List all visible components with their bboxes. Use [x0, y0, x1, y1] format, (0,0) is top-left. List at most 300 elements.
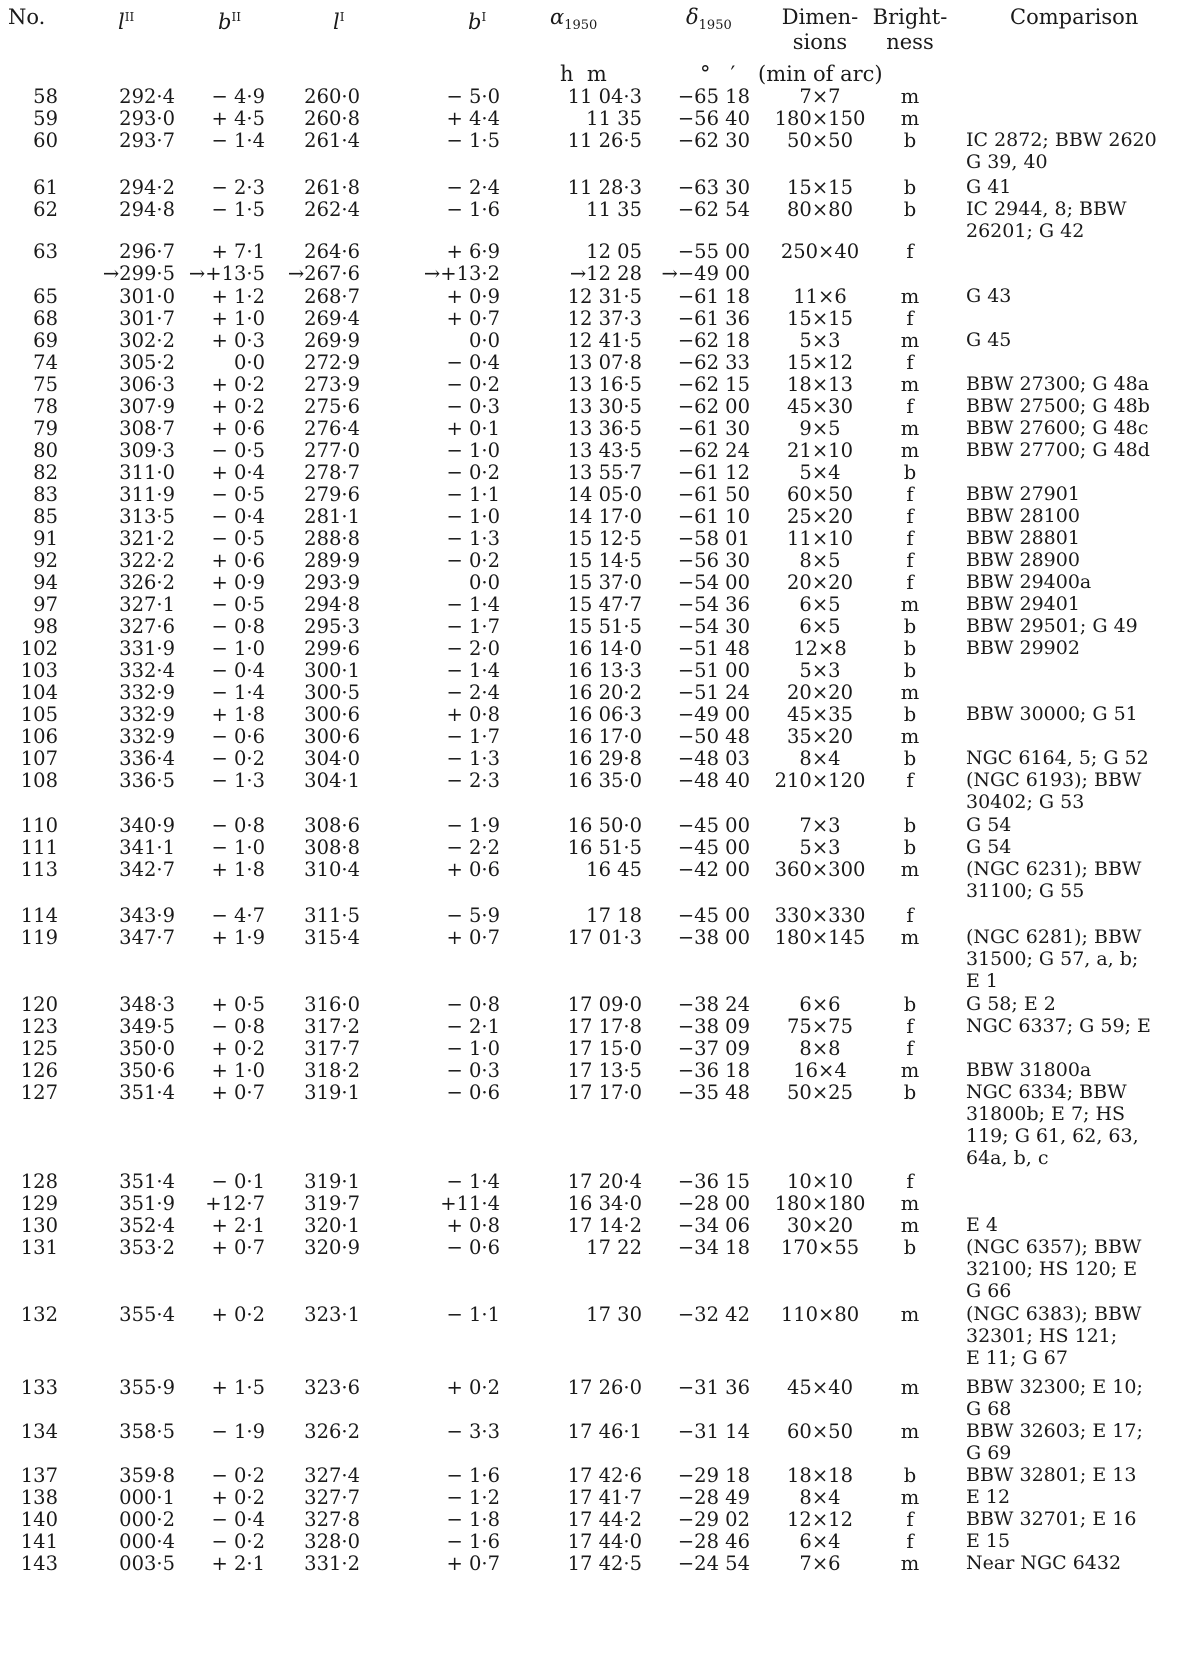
cell-dimensions: 8×8: [799, 1037, 841, 1060]
cell-brightness: b: [903, 659, 917, 682]
table-row: [0, 836, 1200, 860]
cell-b1: + 0·9: [446, 285, 500, 308]
cell-b2: 0·0: [233, 351, 265, 374]
cell-no: 120: [20, 993, 58, 1016]
cell-b2: + 0·7: [211, 1081, 265, 1104]
cell-dec: −61 50: [677, 483, 750, 506]
cell-dec: −50 48: [677, 725, 750, 748]
cell-l2: 332·9: [119, 681, 175, 704]
cell-l2: 321·2: [119, 527, 175, 550]
cell-brightness: b: [903, 637, 917, 660]
cell-l2: 292·4: [119, 85, 175, 108]
cell-ra: 15 12·5: [567, 527, 642, 550]
cell-l1: 320·1: [304, 1214, 360, 1237]
cell-no: 110: [20, 814, 58, 837]
cell-no: 102: [20, 637, 58, 660]
table-row: [0, 262, 1200, 286]
units-delta: ° ′: [700, 62, 736, 86]
cell-l1: 308·6: [304, 814, 360, 837]
cell-no: 129: [20, 1192, 58, 1215]
cell-l1: 320·9: [304, 1236, 360, 1259]
cell-b1: − 1·3: [446, 747, 500, 770]
cell-ra: 17 14·2: [567, 1214, 642, 1237]
col-header-b2: $b^{II}$: [218, 10, 241, 34]
cell-brightness: m: [900, 1420, 920, 1443]
cell-ra: 16 45: [586, 858, 642, 881]
cell-dimensions: 15×15: [787, 176, 853, 199]
cell-b1: →+13·2: [423, 262, 500, 285]
cell-no: 82: [33, 461, 58, 484]
cell-b1: +11·4: [440, 1192, 500, 1215]
cell-dec: −38 00: [677, 926, 750, 949]
cell-l1: 300·6: [304, 725, 360, 748]
cell-dimensions: 7×6: [799, 1552, 841, 1575]
cell-l2: 326·2: [119, 571, 175, 594]
cell-b2: − 1·5: [211, 198, 265, 221]
cell-b1: − 0·6: [446, 1236, 500, 1259]
cell-dec: −28 00: [677, 1192, 750, 1215]
cell-l2: 341·1: [119, 836, 175, 859]
cell-dec: −32 42: [677, 1303, 750, 1326]
cell-dec: −48 40: [677, 769, 750, 792]
cell-b2: − 0·5: [211, 483, 265, 506]
cell-l1: 273·9: [304, 373, 360, 396]
cell-comparison: BBW 29400a: [966, 571, 1092, 593]
cell-b1: − 1·0: [446, 439, 500, 462]
cell-b2: + 0·2: [211, 1037, 265, 1060]
table-row: [0, 637, 1200, 661]
cell-dimensions: 7×3: [799, 814, 841, 837]
cell-brightness: b: [903, 1081, 917, 1104]
cell-brightness: m: [900, 285, 920, 308]
cell-dec: −42 00: [677, 858, 750, 881]
cell-b1: − 0·2: [446, 461, 500, 484]
cell-dimensions: 45×35: [787, 703, 853, 726]
cell-b1: − 1·7: [446, 725, 500, 748]
table-row: [0, 285, 1200, 309]
cell-dec: −36 18: [677, 1059, 750, 1082]
cell-dec: −54 36: [677, 593, 750, 616]
cell-b1: 0·0: [468, 571, 500, 594]
table-row: [0, 993, 1200, 1017]
cell-dec: −65 18: [677, 85, 750, 108]
cell-l1: 319·1: [304, 1170, 360, 1193]
col-header-b1: $b^I$: [468, 10, 487, 34]
cell-ra: 17 44·2: [567, 1508, 642, 1531]
cell-b2: − 1·4: [211, 681, 265, 704]
cell-l2: 293·7: [119, 129, 175, 152]
cell-no: 98: [33, 615, 58, 638]
cell-brightness: m: [900, 926, 920, 949]
cell-brightness: m: [900, 681, 920, 704]
cell-l1: 300·5: [304, 681, 360, 704]
cell-ra: 13 43·5: [567, 439, 642, 462]
cell-dimensions: 5×3: [799, 659, 841, 682]
cell-dec: −62 24: [677, 439, 750, 462]
cell-l1: 319·1: [304, 1081, 360, 1104]
cell-l1: 277·0: [304, 439, 360, 462]
cell-ra: 16 13·3: [567, 659, 642, 682]
cell-b2: + 0·6: [211, 417, 265, 440]
cell-b2: − 1·4: [211, 129, 265, 152]
cell-b1: − 1·2: [446, 1486, 500, 1509]
cell-dimensions: 15×12: [787, 351, 853, 374]
cell-dimensions: 8×4: [799, 747, 841, 770]
cell-ra: 17 17·0: [567, 1081, 642, 1104]
cell-b2: − 1·9: [211, 1420, 265, 1443]
cell-dimensions: 12×12: [787, 1508, 853, 1531]
table-row: [0, 439, 1200, 463]
table-row: [0, 240, 1200, 264]
cell-comparison: BBW 27600; G 48c: [966, 417, 1149, 439]
table-row: [0, 527, 1200, 551]
cell-brightness: f: [906, 1530, 914, 1553]
cell-b2: − 1·0: [211, 836, 265, 859]
cell-no: 111: [20, 836, 58, 859]
cell-brightness: b: [903, 129, 917, 152]
cell-b2: − 0·6: [211, 725, 265, 748]
cell-dimensions: 5×4: [799, 461, 841, 484]
cell-dec: −61 12: [677, 461, 750, 484]
cell-b1: − 1·5: [446, 129, 500, 152]
table-row: [0, 483, 1200, 507]
cell-ra: 16 20·2: [567, 681, 642, 704]
table-row: [0, 1464, 1200, 1488]
cell-dec: −56 30: [677, 549, 750, 572]
cell-comparison: E 4: [966, 1214, 998, 1236]
cell-l1: 260·8: [304, 107, 360, 130]
cell-dimensions: 35×20: [787, 725, 853, 748]
cell-b2: − 0·5: [211, 593, 265, 616]
cell-l1: 294·8: [304, 593, 360, 616]
cell-dimensions: 110×80: [780, 1303, 860, 1326]
cell-comparison: BBW 32603; E 17; G 69: [966, 1420, 1143, 1464]
cell-brightness: f: [906, 395, 914, 418]
cell-dimensions: 10×10: [787, 1170, 853, 1193]
cell-dec: −38 24: [677, 993, 750, 1016]
cell-dec: −31 14: [677, 1420, 750, 1443]
cell-no: 123: [20, 1015, 58, 1038]
cell-ra: 15 14·5: [567, 549, 642, 572]
cell-comparison: G 45: [966, 329, 1012, 351]
cell-dimensions: 6×5: [799, 615, 841, 638]
cell-dec: −61 30: [677, 417, 750, 440]
cell-l1: 279·6: [304, 483, 360, 506]
cell-brightness: m: [900, 1303, 920, 1326]
col-header-no: No.: [8, 5, 46, 29]
cell-l1: 318·2: [304, 1059, 360, 1082]
cell-no: 107: [20, 747, 58, 770]
cell-brightness: m: [900, 85, 920, 108]
cell-no: 104: [20, 681, 58, 704]
cell-dec: −29 02: [677, 1508, 750, 1531]
cell-brightness: b: [903, 747, 917, 770]
cell-l2: 342·7: [119, 858, 175, 881]
cell-brightness: b: [903, 1464, 917, 1487]
cell-ra: 17 42·6: [567, 1464, 642, 1487]
cell-l1: 268·7: [304, 285, 360, 308]
cell-dimensions: 12×8: [793, 637, 847, 660]
cell-b1: − 2·4: [446, 681, 500, 704]
cell-b2: − 0·2: [211, 747, 265, 770]
cell-dec: −48 03: [677, 747, 750, 770]
cell-l2: 003·5: [119, 1552, 175, 1575]
cell-ra: 14 05·0: [567, 483, 642, 506]
cell-l2: 308·7: [119, 417, 175, 440]
cell-brightness: f: [906, 527, 914, 550]
cell-b2: +12·7: [205, 1192, 265, 1215]
col-header-alpha: $\alpha_{1950}$: [550, 5, 598, 34]
cell-l1: 293·9: [304, 571, 360, 594]
table-row: [0, 107, 1200, 131]
cell-b2: + 1·5: [211, 1376, 265, 1399]
cell-b1: + 0·2: [446, 1376, 500, 1399]
cell-dec: →−49 00: [661, 262, 750, 285]
cell-b2: − 0·2: [211, 1464, 265, 1487]
cell-b1: − 5·9: [446, 904, 500, 927]
cell-dec: −61 36: [677, 307, 750, 330]
cell-ra: 17 44·0: [567, 1530, 642, 1553]
cell-dec: −61 18: [677, 285, 750, 308]
cell-l2: →299·5: [102, 262, 175, 285]
cell-brightness: b: [903, 814, 917, 837]
cell-dec: −51 48: [677, 637, 750, 660]
cell-brightness: f: [906, 769, 914, 792]
cell-l2: 332·9: [119, 725, 175, 748]
cell-comparison: BBW 30000; G 51: [966, 703, 1138, 725]
table-row: [0, 329, 1200, 353]
table-row: [0, 1420, 1200, 1464]
cell-l1: 300·1: [304, 659, 360, 682]
cell-b1: − 1·6: [446, 1530, 500, 1553]
cell-comparison: BBW 27700; G 48d: [966, 439, 1150, 461]
col-header-l1: $l^I$: [333, 10, 345, 34]
cell-b1: − 5·0: [446, 85, 500, 108]
cell-dimensions: 50×50: [787, 129, 853, 152]
cell-b1: + 0·7: [446, 926, 500, 949]
cell-ra: 13 36·5: [567, 417, 642, 440]
cell-no: 91: [33, 527, 58, 550]
col-header-l2: $l^{II}$: [118, 10, 135, 34]
cell-dimensions: 5×3: [799, 329, 841, 352]
table-row: [0, 549, 1200, 573]
cell-dec: −62 00: [677, 395, 750, 418]
cell-comparison: (NGC 6383); BBW 32301; HS 121; E 11; G 67: [966, 1303, 1142, 1369]
cell-dimensions: 45×40: [787, 1376, 853, 1399]
cell-b2: + 2·1: [211, 1214, 265, 1237]
cell-l1: 289·9: [304, 549, 360, 572]
cell-b2: − 0·8: [211, 1015, 265, 1038]
cell-dimensions: 60×50: [787, 1420, 853, 1443]
cell-l1: 317·2: [304, 1015, 360, 1038]
cell-ra: 17 46·1: [567, 1420, 642, 1443]
cell-b2: + 0·2: [211, 1486, 265, 1509]
table-row: [0, 769, 1200, 813]
cell-no: 75: [33, 373, 58, 396]
cell-comparison: BBW 29401: [966, 593, 1080, 615]
cell-comparison: BBW 29501; G 49: [966, 615, 1138, 637]
cell-brightness: b: [903, 703, 917, 726]
cell-dec: −34 06: [677, 1214, 750, 1237]
cell-dec: −31 36: [677, 1376, 750, 1399]
cell-l1: 261·4: [304, 129, 360, 152]
table-row: [0, 1376, 1200, 1420]
cell-b1: − 2·2: [446, 836, 500, 859]
cell-no: 128: [20, 1170, 58, 1193]
cell-b1: + 0·7: [446, 1552, 500, 1575]
cell-b2: − 1·0: [211, 637, 265, 660]
table-row: [0, 1170, 1200, 1194]
table-row: [0, 1486, 1200, 1510]
cell-brightness: m: [900, 417, 920, 440]
cell-b1: − 0·2: [446, 373, 500, 396]
cell-l2: 355·4: [119, 1303, 175, 1326]
cell-no: 78: [33, 395, 58, 418]
cell-brightness: b: [903, 836, 917, 859]
cell-l1: 261·8: [304, 176, 360, 199]
cell-l1: 323·6: [304, 1376, 360, 1399]
cell-l1: 315·4: [304, 926, 360, 949]
table-row: [0, 176, 1200, 200]
cell-l2: 302·2: [119, 329, 175, 352]
cell-dec: −29 18: [677, 1464, 750, 1487]
cell-b1: − 0·8: [446, 993, 500, 1016]
cell-b2: + 4·5: [211, 107, 265, 130]
cell-dec: −28 49: [677, 1486, 750, 1509]
cell-no: 74: [33, 351, 58, 374]
cell-dimensions: 9×5: [799, 417, 841, 440]
cell-b1: − 1·3: [446, 527, 500, 550]
cell-b1: − 2·4: [446, 176, 500, 199]
cell-b1: − 1·4: [446, 1170, 500, 1193]
cell-no: 80: [33, 439, 58, 462]
cell-b2: + 1·8: [211, 858, 265, 881]
cell-no: 59: [33, 107, 58, 130]
cell-b1: + 0·7: [446, 307, 500, 330]
cell-dimensions: 80×80: [787, 198, 853, 221]
cell-dec: −61 10: [677, 505, 750, 528]
cell-b2: + 0·5: [211, 993, 265, 1016]
cell-dimensions: 210×120: [774, 769, 866, 792]
cell-b2: − 0·8: [211, 814, 265, 837]
cell-brightness: f: [906, 483, 914, 506]
cell-dimensions: 15×15: [787, 307, 853, 330]
cell-ra: 17 22: [586, 1236, 642, 1259]
cell-ra: 16 35·0: [567, 769, 642, 792]
cell-comparison: E 15: [966, 1530, 1011, 1552]
cell-l2: 351·4: [119, 1081, 175, 1104]
cell-dec: −45 00: [677, 814, 750, 837]
cell-b2: →+13·5: [188, 262, 265, 285]
cell-brightness: f: [906, 1037, 914, 1060]
cell-b1: + 4·4: [446, 107, 500, 130]
cell-ra: →12 28: [569, 262, 642, 285]
cell-b2: + 0·7: [211, 1236, 265, 1259]
col-header-dimensions: Dimen- sions: [781, 5, 859, 54]
cell-dimensions: 11×6: [793, 285, 847, 308]
cell-l2: 351·9: [119, 1192, 175, 1215]
cell-ra: 17 17·8: [567, 1015, 642, 1038]
cell-b1: 0·0: [468, 329, 500, 352]
cell-b1: − 1·1: [446, 1303, 500, 1326]
cell-l2: 301·0: [119, 285, 175, 308]
cell-ra: 12 41·5: [567, 329, 642, 352]
table-row: [0, 1214, 1200, 1238]
cell-ra: 12 31·5: [567, 285, 642, 308]
cell-l2: 340·9: [119, 814, 175, 837]
cell-l2: 311·9: [119, 483, 175, 506]
cell-l2: 327·1: [119, 593, 175, 616]
cell-dimensions: 6×4: [799, 1530, 841, 1553]
cell-comparison: (NGC 6231); BBW 31100; G 55: [966, 858, 1142, 902]
cell-b2: + 0·2: [211, 395, 265, 418]
cell-comparison: (NGC 6193); BBW 30402; G 53: [966, 769, 1142, 813]
cell-l1: 328·0: [304, 1530, 360, 1553]
cell-ra: 17 30: [586, 1303, 642, 1326]
cell-l2: 311·0: [119, 461, 175, 484]
cell-b1: − 0·2: [446, 549, 500, 572]
cell-l1: 276·4: [304, 417, 360, 440]
cell-l2: 349·5: [119, 1015, 175, 1038]
cell-no: 58: [33, 85, 58, 108]
cell-ra: 15 37·0: [567, 571, 642, 594]
cell-no: 114: [20, 904, 58, 927]
cell-dimensions: 5×3: [799, 836, 841, 859]
units-alpha: h m: [560, 62, 607, 86]
cell-brightness: f: [906, 1015, 914, 1038]
cell-ra: 17 13·5: [567, 1059, 642, 1082]
cell-b2: − 4·9: [211, 85, 265, 108]
cell-no: 133: [20, 1376, 58, 1399]
cell-comparison: IC 2944, 8; BBW 26201; G 42: [966, 198, 1127, 242]
table-row: [0, 1552, 1200, 1576]
cell-b1: − 2·0: [446, 637, 500, 660]
cell-b1: − 2·1: [446, 1015, 500, 1038]
cell-comparison: Near NGC 6432: [966, 1552, 1122, 1574]
table-row: [0, 351, 1200, 375]
cell-dec: −45 00: [677, 904, 750, 927]
cell-brightness: f: [906, 571, 914, 594]
cell-brightness: m: [900, 1214, 920, 1237]
cell-b1: − 0·4: [446, 351, 500, 374]
table-row: [0, 1530, 1200, 1554]
cell-brightness: m: [900, 107, 920, 130]
cell-ra: 16 06·3: [567, 703, 642, 726]
cell-comparison: BBW 32300; E 10; G 68: [966, 1376, 1143, 1420]
cell-b1: − 1·8: [446, 1508, 500, 1531]
cell-l1: 327·7: [304, 1486, 360, 1509]
cell-ra: 11 04·3: [567, 85, 642, 108]
cell-no: 138: [20, 1486, 58, 1509]
cell-l1: 260·0: [304, 85, 360, 108]
cell-dimensions: 20×20: [787, 571, 853, 594]
cell-no: 94: [33, 571, 58, 594]
cell-no: 97: [33, 593, 58, 616]
cell-comparison: BBW 27500; G 48b: [966, 395, 1150, 417]
cell-dec: −36 15: [677, 1170, 750, 1193]
cell-dimensions: 7×7: [799, 85, 841, 108]
cell-comparison: BBW 27901: [966, 483, 1080, 505]
cell-ra: 17 20·4: [567, 1170, 642, 1193]
cell-brightness: f: [906, 549, 914, 572]
cell-b2: − 0·5: [211, 439, 265, 462]
cell-b2: + 0·6: [211, 549, 265, 572]
cell-l2: 348·3: [119, 993, 175, 1016]
cell-dimensions: 30×20: [787, 1214, 853, 1237]
cell-l1: 278·7: [304, 461, 360, 484]
cell-b2: − 0·8: [211, 615, 265, 638]
cell-comparison: NGC 6334; BBW 31800b; E 7; HS 119; G 61, 62, 63, 64a, b, c: [966, 1081, 1139, 1169]
